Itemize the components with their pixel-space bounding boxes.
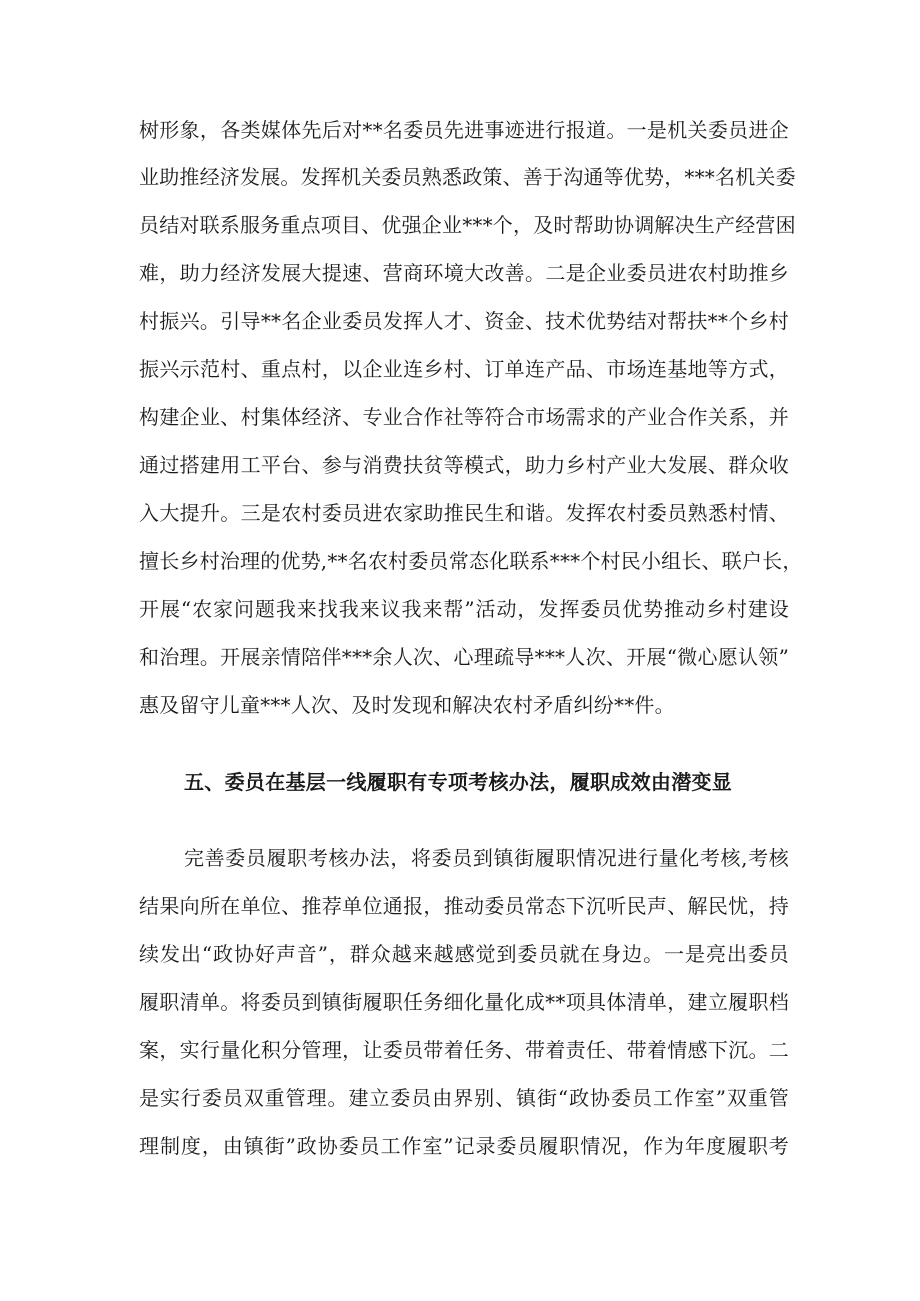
text-line: 员结对联系服务重点项目、优强企业***个，及时帮助协调解决生产经营困 xyxy=(139,213,796,237)
section-heading: 五、委员在基层一线履职有专项考核办法，履职成效由潜变显 xyxy=(184,770,733,794)
text-line: 通过搭建用工平台、参与消费扶贫等模式，助力乡村产业大发展、群众收 xyxy=(139,453,789,477)
text-line: 案，实行量化积分管理，让委员带着任务、带着责任、带着情感下沉。二 xyxy=(139,1038,789,1062)
text-line: 擅长乡村治理的优势,**名农村委员常态化联系***个村民小组长、联户长， xyxy=(139,549,803,573)
text-line: 理制度，由镇街”政协委员工作室”记录委员履职情况，作为年度履职考 xyxy=(139,1134,789,1158)
text-line: 惠及留守儿童***人次、及时发现和解决农村矛盾纠纷**件。 xyxy=(139,693,675,717)
text-line: 和治理。开展亲情陪伴***余人次、心理疏导***人次、开展“微心愿认领” xyxy=(139,645,789,669)
text-line: 业助推经济发展。发挥机关委员熟悉政策、善于沟通等优势，***名机关委 xyxy=(139,165,796,189)
text-line: 构建企业、村集体经济、专业合作社等符合市场需求的产业合作关系，并 xyxy=(139,405,789,429)
text-line: 入大提升。三是农村委员进农家助推民生和谐。发挥农村委员熟悉村情、 xyxy=(139,501,789,525)
text-line: 难，助力经济发展大提速、营商环境大改善。二是企业委员进农村助推乡 xyxy=(139,261,789,285)
text-line: 开展“农家问题我来找我来议我来帮”活动，发挥委员优势推动乡村建设 xyxy=(139,597,789,621)
text-line: 是实行委员双重管理。建立委员由界别、镇街“政协委员工作室”双重管 xyxy=(139,1086,789,1110)
text-line: 村振兴。引导**名企业委员发挥人才、资金、技术优势结对帮扶**个乡村 xyxy=(139,309,789,333)
text-line: 结果向所在单位、推荐单位通报，推动委员常态下沉听民声、解民忧，持 xyxy=(139,894,789,918)
text-line: 履职清单。将委员到镇街履职任务细化量化成**项具体清单，建立履职档 xyxy=(139,990,789,1014)
text-line: 树形象，各类媒体先后对**名委员先进事迹进行报道。一是机关委员进企 xyxy=(139,118,789,142)
text-line: 续发出“政协好声音”，群众越来越感觉到委员就在身边。一是亮出委员 xyxy=(139,942,789,966)
text-line: 振兴示范村、重点村，以企业连乡村、订单连产品、市场连基地等方式， xyxy=(139,357,789,381)
text-line: 完善委员履职考核办法，将委员到镇街履职情况进行量化考核,考核 xyxy=(184,846,789,870)
